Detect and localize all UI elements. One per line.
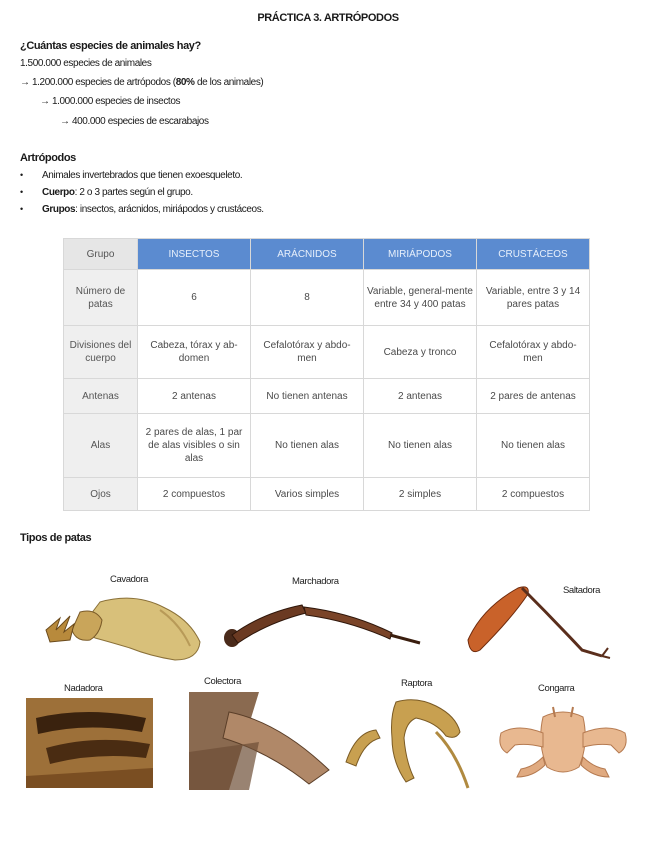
bullet-body: • Cuerpo: 2 o 3 partes según el grupo.: [20, 187, 193, 198]
caption-congarra: Congarra: [538, 683, 575, 694]
table-cell: Variable, general-mente entre 34 y 400 patas: [364, 270, 477, 326]
caption-marchadora: Marchadora: [292, 576, 339, 587]
table-row: [64, 379, 590, 414]
table-cell: No tienen alas: [251, 414, 364, 478]
swimming-leg-image: [26, 698, 153, 788]
table-cell: Variable, entre 3 y 14 pares patas: [477, 270, 590, 326]
question-heading: ¿Cuántas especies de animales hay?: [20, 40, 201, 52]
table-cell: 2 compuestos: [477, 478, 590, 511]
table-cell: 6: [138, 270, 251, 326]
bullet-icon: •: [20, 187, 23, 197]
table-cell: 8: [251, 270, 364, 326]
arrow-icon: →: [20, 77, 30, 88]
collecting-leg-image: [189, 692, 334, 790]
table-row: [64, 326, 590, 379]
insect-species: → 1.000.000 especies de insectos: [40, 96, 181, 107]
caption-nadadora: Nadadora: [64, 683, 103, 694]
row-label: Alas: [64, 414, 138, 478]
caption-colectora: Colectora: [204, 676, 242, 687]
bullet-icon: •: [20, 204, 23, 214]
table-cell: Cefalotórax y abdo-men: [251, 326, 364, 379]
row-label: Ojos: [64, 478, 138, 511]
arthropod-species: → 1.200.000 especies de artrópodos (80% de los animales): [20, 77, 264, 88]
caption-saltadora: Saltadora: [563, 585, 601, 596]
raptorial-leg-image: [336, 692, 476, 792]
header-crustaceos: CRUSTÁCEOS: [477, 239, 590, 270]
bullet-exoskeleton: • Animales invertebrados que tienen exoesqueleto.: [20, 170, 243, 181]
clawed-leg-image: [493, 703, 633, 783]
bullet-groups: • Grupos: insectos, arácnidos, miriápodos y crustáceos.: [20, 204, 264, 215]
table-cell: 2 antenas: [364, 379, 477, 414]
table-cell: 2 pares de alas, 1 par de alas visibles o sin alas: [138, 414, 251, 478]
table-cell: 2 compuestos: [138, 478, 251, 511]
beetle-species: → 400.000 especies de escarabajos: [60, 116, 209, 127]
table-row: [64, 414, 590, 478]
table-cell: Cabeza y tronco: [364, 326, 477, 379]
arthropods-table: [63, 238, 590, 511]
jumping-leg-image: [462, 578, 612, 663]
table-cell: No tienen antenas: [251, 379, 364, 414]
table-cell: Cabeza, tórax y ab-domen: [138, 326, 251, 379]
table-row: [64, 478, 590, 511]
header-grupo: Grupo: [64, 239, 138, 270]
table-cell: 2 pares de antenas: [477, 379, 590, 414]
row-label: Antenas: [64, 379, 138, 414]
row-label: Número de patas: [64, 270, 138, 326]
header-aracnidos: ARÁCNIDOS: [251, 239, 364, 270]
arthropods-heading: Artrópodos: [20, 152, 76, 164]
table-header-row: [64, 239, 590, 270]
table-cell: No tienen alas: [477, 414, 590, 478]
caption-cavadora: Cavadora: [110, 574, 148, 585]
row-label: Divisiones del cuerpo: [64, 326, 138, 379]
leg-types-heading: Tipos de patas: [20, 532, 92, 544]
header-miriapodos: MIRIÁPODOS: [364, 239, 477, 270]
table-cell: Cefalotórax y abdo-men: [477, 326, 590, 379]
digging-leg-image: [40, 590, 205, 665]
table-row: [64, 270, 590, 326]
header-insectos: INSECTOS: [138, 239, 251, 270]
species-total: 1.500.000 especies de animales: [20, 58, 152, 69]
table-cell: No tienen alas: [364, 414, 477, 478]
walking-leg-image: [222, 593, 422, 653]
table-cell: 2 antenas: [138, 379, 251, 414]
caption-raptora: Raptora: [401, 678, 432, 689]
bullet-icon: •: [20, 170, 23, 180]
page-title: PRÁCTICA 3. ARTRÓPODOS: [257, 12, 399, 24]
table-cell: Varios simples: [251, 478, 364, 511]
table-cell: 2 simples: [364, 478, 477, 511]
